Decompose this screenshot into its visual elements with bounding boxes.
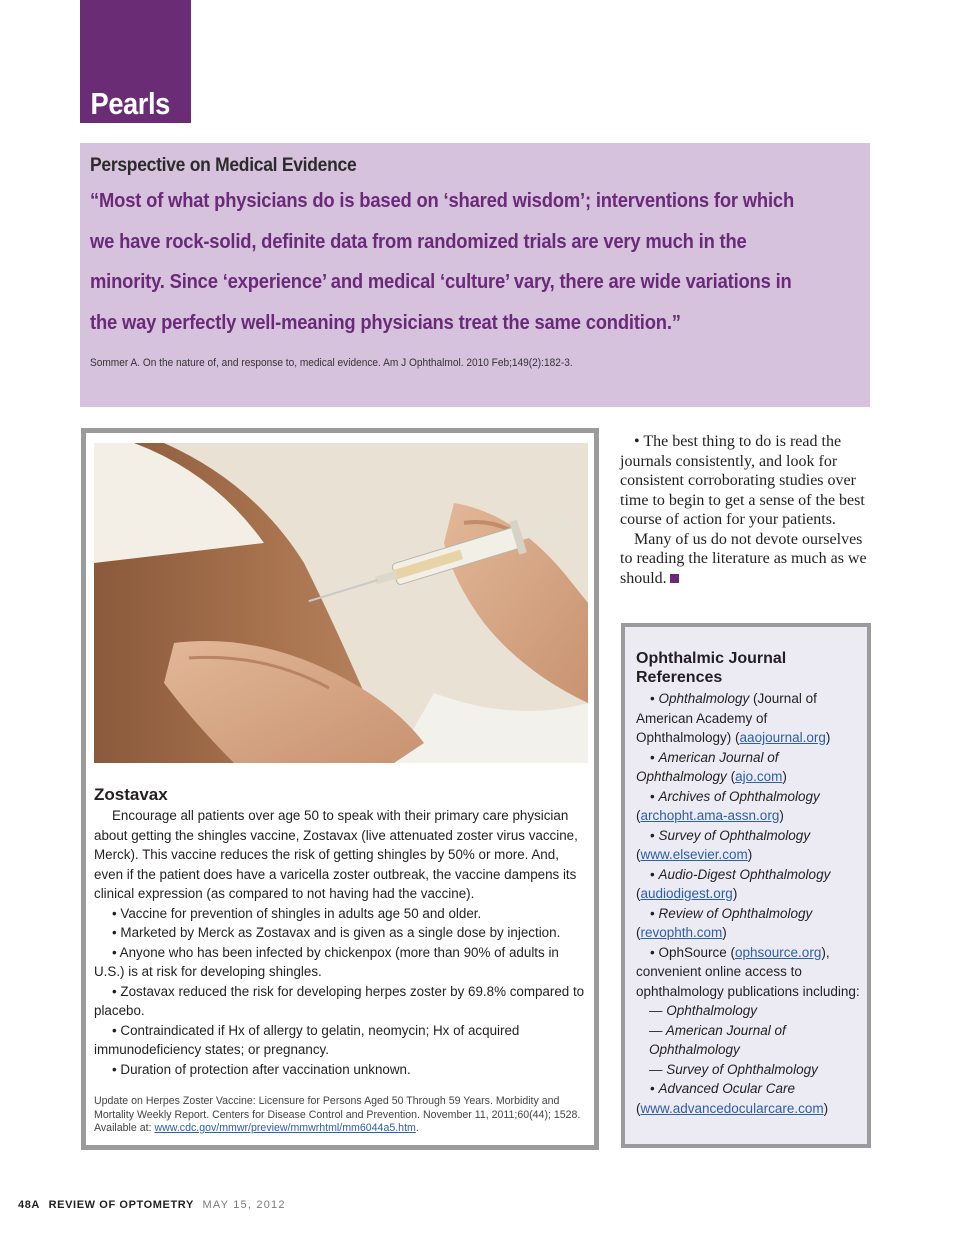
sub-reference — [636, 1060, 866, 1080]
journal-name: Review of Ophthalmology — [658, 905, 813, 921]
reference-item: • Advanced Ocular Care (www.advancedocularcare.com) — [636, 1081, 829, 1116]
zostavax-bullet: • Anyone who has been infected by chickenpox (more than 90% of adults in U.S.) is at risk for developing shingles. — [94, 944, 559, 979]
reference-item: • Archives of Ophthalmology (archopht.ama-assn.org) — [636, 788, 820, 823]
journal-name: Survey of Ophthalmology — [658, 827, 811, 843]
zostavax-body — [94, 806, 588, 1079]
ophsource-prefix: • OphSource ( — [650, 944, 736, 960]
end-mark-icon — [670, 574, 679, 583]
injection-illustration — [94, 443, 588, 763]
reference-item: • Survey of Ophthalmology (www.elsevier.com) — [636, 827, 811, 862]
reference-end: ) — [779, 808, 784, 823]
reference-item: • Ophthalmology (Journal of American Academy of Ophthalmology) (aaojournal.org) — [636, 691, 831, 745]
zostavax-citation — [94, 1095, 588, 1136]
ophsource-suffix: ), convenient online access to ophthalmology publications including: — [636, 944, 860, 999]
quote-source: Sommer A. On the nature of, and response to, medical evidence. Am J Ophthalmol. 2010 Feb;149(2):182-3. — [90, 357, 573, 369]
journal-name: Advanced Ocular Care — [658, 1081, 796, 1096]
right-column-text — [620, 432, 870, 588]
issue-date: MAY 15, 2012 — [202, 1199, 286, 1211]
reference-link[interactable]: revophth.com — [640, 925, 723, 940]
reference-link[interactable]: audiodigest.org — [640, 886, 733, 901]
references-list — [636, 689, 866, 1118]
journal-name: Ophthalmology — [658, 691, 750, 706]
reference-item: • Review of Ophthalmology (revophth.com) — [636, 905, 813, 940]
zostavax-bullet: • Vaccine for prevention of shingles in adults age 50 and older. — [112, 905, 482, 921]
reference-link[interactable]: aaojournal.org — [739, 730, 826, 745]
reference-desc: ( — [636, 886, 641, 901]
section-title: Pearls — [90, 86, 170, 121]
zostavax-bullet: • Zostavax reduced the risk for developing herpes zoster by 69.8% compared to placebo. — [94, 983, 585, 1018]
reference-item — [636, 943, 866, 1002]
journal-name: American Journal of Ophthalmology — [636, 749, 779, 784]
reference-desc: (Journal of American Academy of Ophthalmology) ( — [636, 691, 817, 745]
cdc-link[interactable]: www.cdc.gov/mmwr/preview/mmwrhtml/mm6044a5.htm — [154, 1122, 416, 1134]
reference-desc: ( — [636, 1100, 641, 1116]
reference-item: • Audio-Digest Ophthalmology (audiodigest.org) — [636, 866, 831, 901]
right-para-2 — [620, 530, 870, 589]
reference-end: ) — [823, 1100, 829, 1116]
quote-line: the way perfectly well-meaning physicians treat the same condition.” — [90, 311, 681, 334]
reference-desc: ( — [636, 808, 641, 823]
quote-line: minority. Since ‘experience’ and medical ‘culture’ vary, there are wide variations in — [90, 271, 792, 293]
publication-name: REVIEW OF OPTOMETRY — [48, 1199, 194, 1211]
reference-end: ) — [732, 886, 738, 901]
zostavax-bullet: • Marketed by Merck as Zostavax and is given as a single dose by injection. — [112, 925, 561, 940]
sub-reference — [636, 1021, 866, 1060]
page-footer — [18, 1199, 286, 1211]
quote-text — [90, 181, 860, 343]
citation-end: . — [415, 1122, 419, 1134]
sub-reference-name: — Ophthalmology — [649, 1003, 758, 1018]
journal-name: Audio-Digest Ophthalmology — [658, 866, 831, 882]
quote-line: “Most of what physicians do is based on ‘shared wisdom’; interventions for which — [90, 190, 795, 212]
page-number: 48A — [18, 1199, 40, 1211]
quote-line: we have rock-solid, definite data from randomized trials are very much in the — [90, 230, 747, 253]
references-title: Ophthalmic Journal References — [636, 650, 787, 686]
reference-desc: ( — [636, 925, 641, 940]
reference-end: ) — [722, 925, 727, 940]
reference-end: ) — [782, 769, 787, 784]
zostavax-sidebar — [81, 428, 599, 1150]
quote-box — [80, 143, 870, 407]
zostavax-intro: Encourage all patients over age 50 to speak with their primary care physician about getting the shingles vaccine, Zostavax (live attenuated zoster virus vaccine, Merck). This vaccine reduces the risk of getting shingles by 50% or more. And, even if the patient does have a varicella zoster outbreak, the vaccine dampens its clinical expression (as compared to not having had the vaccine). — [94, 808, 578, 901]
reference-link[interactable]: www.elsevier.com — [640, 847, 748, 862]
right-para-2-text: Many of us do not devote ourselves to reading the literature as much as we should. — [620, 530, 867, 587]
zostavax-bullet: • Contraindicated if Hx of allergy to gelatin, neomycin; Hx of acquired immunodeficiency states; or pregnancy. — [94, 1022, 520, 1057]
reference-link[interactable]: www.advancedocularcare.com — [640, 1100, 824, 1116]
references-sidebar — [621, 623, 871, 1148]
citation-text: Update on Herpes Zoster Vaccine: Licensure for Persons Aged 50 Through 59 Years. Morbidity and Mortality Weekly Report. Centers for Disease Control and Prevention. November 11, 2011;60(44); 1528. Available at: — [94, 1095, 581, 1134]
ophsource-link[interactable]: ophsource.org — [735, 944, 822, 960]
reference-desc: ( — [636, 847, 641, 862]
sub-reference-name: — Survey of Ophthalmology — [649, 1061, 818, 1077]
reference-link[interactable]: archopht.ama-assn.org — [640, 808, 780, 823]
reference-link[interactable]: ajo.com — [735, 769, 783, 784]
sub-reference — [636, 1001, 866, 1021]
zostavax-title: Zostavax — [94, 785, 168, 804]
journal-name: Archives of Ophthalmology — [658, 788, 820, 804]
right-para-1: • The best thing to do is read the journals consistently, and look for consistent corroborating studies over time to begin to get a sense of the best course of action for your patients. — [620, 433, 865, 528]
quote-heading: Perspective on Medical Evidence — [90, 155, 357, 176]
reference-end: ) — [747, 847, 753, 862]
reference-end: ) — [825, 730, 831, 745]
zostavax-bullet: • Duration of protection after vaccination unknown. — [112, 1061, 411, 1077]
reference-item: • American Journal of Ophthalmology (ajo.com) — [636, 749, 787, 784]
vaccine-injection-photo — [94, 443, 588, 763]
sub-reference-name: — American Journal of Ophthalmology — [649, 1022, 786, 1057]
section-tab — [80, 0, 191, 123]
reference-desc: ( — [726, 769, 736, 784]
